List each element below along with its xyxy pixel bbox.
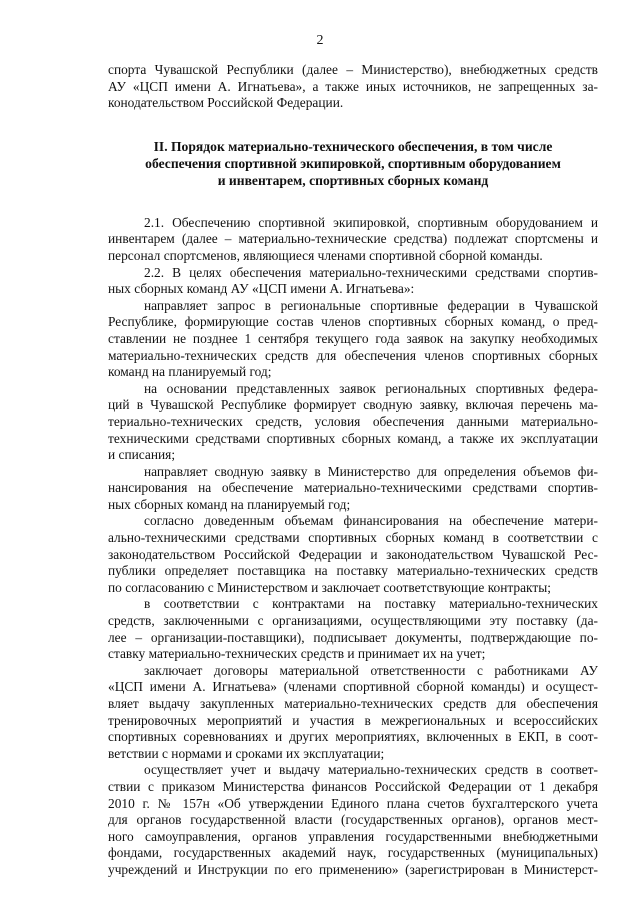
text-line: териально-технических средств, условия обеспечения данными материально- bbox=[108, 413, 598, 429]
heading-line: и инвентарем, спортивных сборных команд bbox=[217, 172, 489, 188]
text-line: осуществляет учет и выдачу материально-технических средств в соответ- bbox=[144, 762, 598, 778]
text-line: материально-технических средств для обеспечения членов спортивных сборных bbox=[108, 347, 598, 363]
text-line: и списания; bbox=[108, 447, 176, 463]
intro-paragraph bbox=[108, 62, 598, 112]
text-line: средств, заключенными с организациями, осуществляющими эту поставку (да- bbox=[108, 613, 598, 629]
text-line: нансирования на обеспечение материально-техническими средствами спортив- bbox=[108, 480, 598, 496]
text-line: в соответствии с контрактами на поставку материально-технических bbox=[144, 596, 598, 612]
document-body bbox=[108, 62, 598, 879]
text-line: публики определяет поставщика на поставку материально-технических средств bbox=[108, 563, 598, 579]
text-line: команд на планируемый год; bbox=[108, 364, 272, 380]
paragraph bbox=[108, 663, 598, 763]
text-line: направляет сводную заявку в Министерство для определения объемов фи- bbox=[144, 463, 598, 479]
text-line: 2.2. В целях обеспечения материально-техническими средствами спортив- bbox=[144, 264, 598, 280]
text-line: ально-техническими средствами спортивных сборных команд в соответствии с bbox=[108, 530, 598, 546]
text-line: ных сборных команд АУ «ЦСП имени А. Игнатьева»: bbox=[108, 281, 415, 297]
text-line: для органов государственной власти (государственных органов), органов мест- bbox=[108, 812, 598, 828]
paragraph bbox=[108, 298, 598, 381]
text-line: ставлении не позднее 1 сентября текущего года заявок на закупку необходимых bbox=[108, 330, 598, 346]
text-line: согласно доведенным объемам финансирования на обеспечение матери- bbox=[144, 513, 598, 529]
text-line: ставку материально-технических средств и принимает их на учет; bbox=[108, 646, 486, 662]
paragraph bbox=[108, 596, 598, 662]
paragraph bbox=[108, 762, 598, 878]
paragraph bbox=[108, 265, 598, 298]
text-line: спортивных соревнованиях и других мероприятиях, включенных в ЕКП, в соот- bbox=[108, 729, 598, 745]
text-line: на основании представленных заявок региональных спортивных федера- bbox=[144, 380, 598, 396]
text-line: «ЦСП имени А. Игнатьева» (членами спортивной сборной команды) и осущест- bbox=[108, 679, 598, 695]
text-line: заключает договоры материальной ответственности с работниками АУ bbox=[144, 662, 598, 678]
text-line: ций в Чувашской Республике формирует сводную заявку, включая перечень ма- bbox=[108, 397, 598, 413]
text-line: персонал спортсменов, являющиеся членами спортивной сборной команды. bbox=[108, 247, 543, 263]
section-paragraphs bbox=[108, 215, 598, 879]
page-number: 2 bbox=[316, 33, 324, 48]
text-line: лее – организации-поставщики), подписывает документы, подтверждающие по- bbox=[108, 629, 598, 645]
text-line: техническими средствами спортивных сборных команд, а также их эксплуатации bbox=[108, 430, 598, 446]
text-line: 2010 г. № 157н «Об утверждении Единого плана счетов бухгалтерского учета bbox=[108, 795, 598, 811]
paragraph bbox=[108, 513, 598, 596]
text-line: по согласованию с Министерством и заключает соответствующие контракты; bbox=[108, 579, 551, 595]
text-line: направляет запрос в региональные спортивные федерации в Чувашской bbox=[144, 297, 598, 313]
heading-line: обеспечения спортивной экипировкой, спортивным оборудованием bbox=[145, 155, 561, 171]
heading-line: II. Порядок материально-технического обеспечения, в том числе bbox=[153, 138, 553, 154]
text-line: 2.1. Обеспечению спортивной экипировкой, спортивным оборудованием и bbox=[144, 214, 598, 230]
text-line: вляет выдачу закупленных материально-технических средств для обеспечения bbox=[108, 696, 598, 711]
text-line: инвентарем (далее – материально-технические средства) подлежат спортсмены и bbox=[108, 231, 598, 247]
text-line: фондами, государственных академий наук, государственных (муниципальных) bbox=[108, 845, 598, 861]
text-line: АУ «ЦСП имени А. Игнатьева», а также иных источников, не запрещенных за- bbox=[108, 78, 598, 94]
paragraph bbox=[108, 381, 598, 464]
text-line: Республике, формирующие состав членов спортивных сборных команд, о пред- bbox=[108, 314, 598, 330]
text-line: ного самоуправления, органов управления государственными внебюджетными bbox=[108, 828, 598, 844]
text-line: ных сборных команд на планируемый год; bbox=[108, 496, 351, 512]
text-line: тренировочных мероприятий и участия в межрегиональных и всероссийских bbox=[108, 712, 598, 728]
text-line: ветствии с нормами и сроками их эксплуатации; bbox=[108, 745, 385, 761]
text-line: законодательством Российской Федерации и законодательством Чувашской Рес- bbox=[108, 546, 598, 562]
text-line: спорта Чувашской Республики (далее – Министерство), внебюджетных средств bbox=[108, 62, 598, 77]
text-line: конодательством Российской Федерации. bbox=[108, 95, 344, 111]
text-line: учреждений и Инструкции по его применению» (зарегистрирован в Министерст- bbox=[108, 861, 598, 877]
paragraph bbox=[108, 215, 598, 265]
text-line: ствии с приказом Министерства финансов Российской Федерации от 1 декабря bbox=[108, 778, 598, 794]
paragraph bbox=[108, 464, 598, 514]
section-heading bbox=[108, 138, 598, 189]
